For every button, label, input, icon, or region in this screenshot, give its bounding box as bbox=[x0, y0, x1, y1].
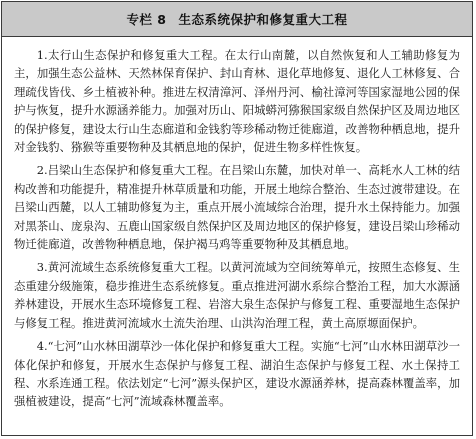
box-heading: 生态系统保护和修复重大工程 bbox=[178, 12, 348, 27]
paragraph-yellow-river: 3.黄河流域生态系统修复重大工程。以黄河流域为空间统筹单元，按照生态修复、生态重建分级施策，稳步推进生态系统修复。重点推进河湖水系综合整治工程，加大水源涵养林建设，开展水生态环境修复工程、岩溶大泉生态保护与修复工程、重要湿地生态保护与修复工程。推进黄河流域水土流失治理、山洪沟治理工程，黄土高原塬面保护。 bbox=[14, 260, 460, 330]
box-label: 专栏 8 bbox=[126, 12, 167, 27]
box-title bbox=[126, 10, 347, 28]
paragraph-taihang: 1.太行山生态保护和修复重大工程。在太行山南麓，以自然恢复和人工辅助修复为主，加强生态公益林、天然林保育保护、封山育林、退化草地修复、退化人工林修复、合理疏伐皆伐、乡土植被补种。推进左权清漳河、泽州丹河、榆社漳河等国家湿地公园的保护与恢复，提升水源涵养能力。加强对历山、阳城蟒河猕猴国家级自然保护区及周边地区的保护修复，建设太行山生态廊道和金钱豹等珍稀动物迁徙廊道，改善物种栖息地，提升对金钱豹、猕猴等重要物种及其栖息地的保护，促进生物多样性恢复。 bbox=[14, 48, 460, 155]
feature-box bbox=[1, 1, 473, 436]
paragraph-lvliang: 2.吕梁山生态保护和修复重大工程。在吕梁山东麓，加快对单一、高耗水人工林的结构改善和功能提升，精准提升林草质量和功能，开展土地综合整治、生态过渡带建设。在吕梁山西麓，以人工辅助修复为主，重点开展小流域综合治理，提升水土保持能力。加强对黑茶山、庞泉沟、五鹿山国家级自然保护区及周边地区的保护修复，建设吕梁山珍稀动物迁徙廊道，改善物种栖息地，保护褐马鸡等重要物种及其栖息地。 bbox=[14, 163, 460, 252]
box-header bbox=[2, 2, 472, 37]
paragraph-seven-rivers: 4.“七河”山水林田湖草沙一体化保护和修复重大工程。实施“七河”山水林田湖草沙一体化保护和修复，开展水生态保护与修复工程、湖泊生态保护与修复工程、水土保持工程、水系连通工程。依法划定“七河”源头保护区，建设水源涵养林，提高森林覆盖率，加强植被建设，提高“七河”流域森林覆盖率。 bbox=[14, 339, 460, 409]
box-content bbox=[2, 37, 472, 411]
